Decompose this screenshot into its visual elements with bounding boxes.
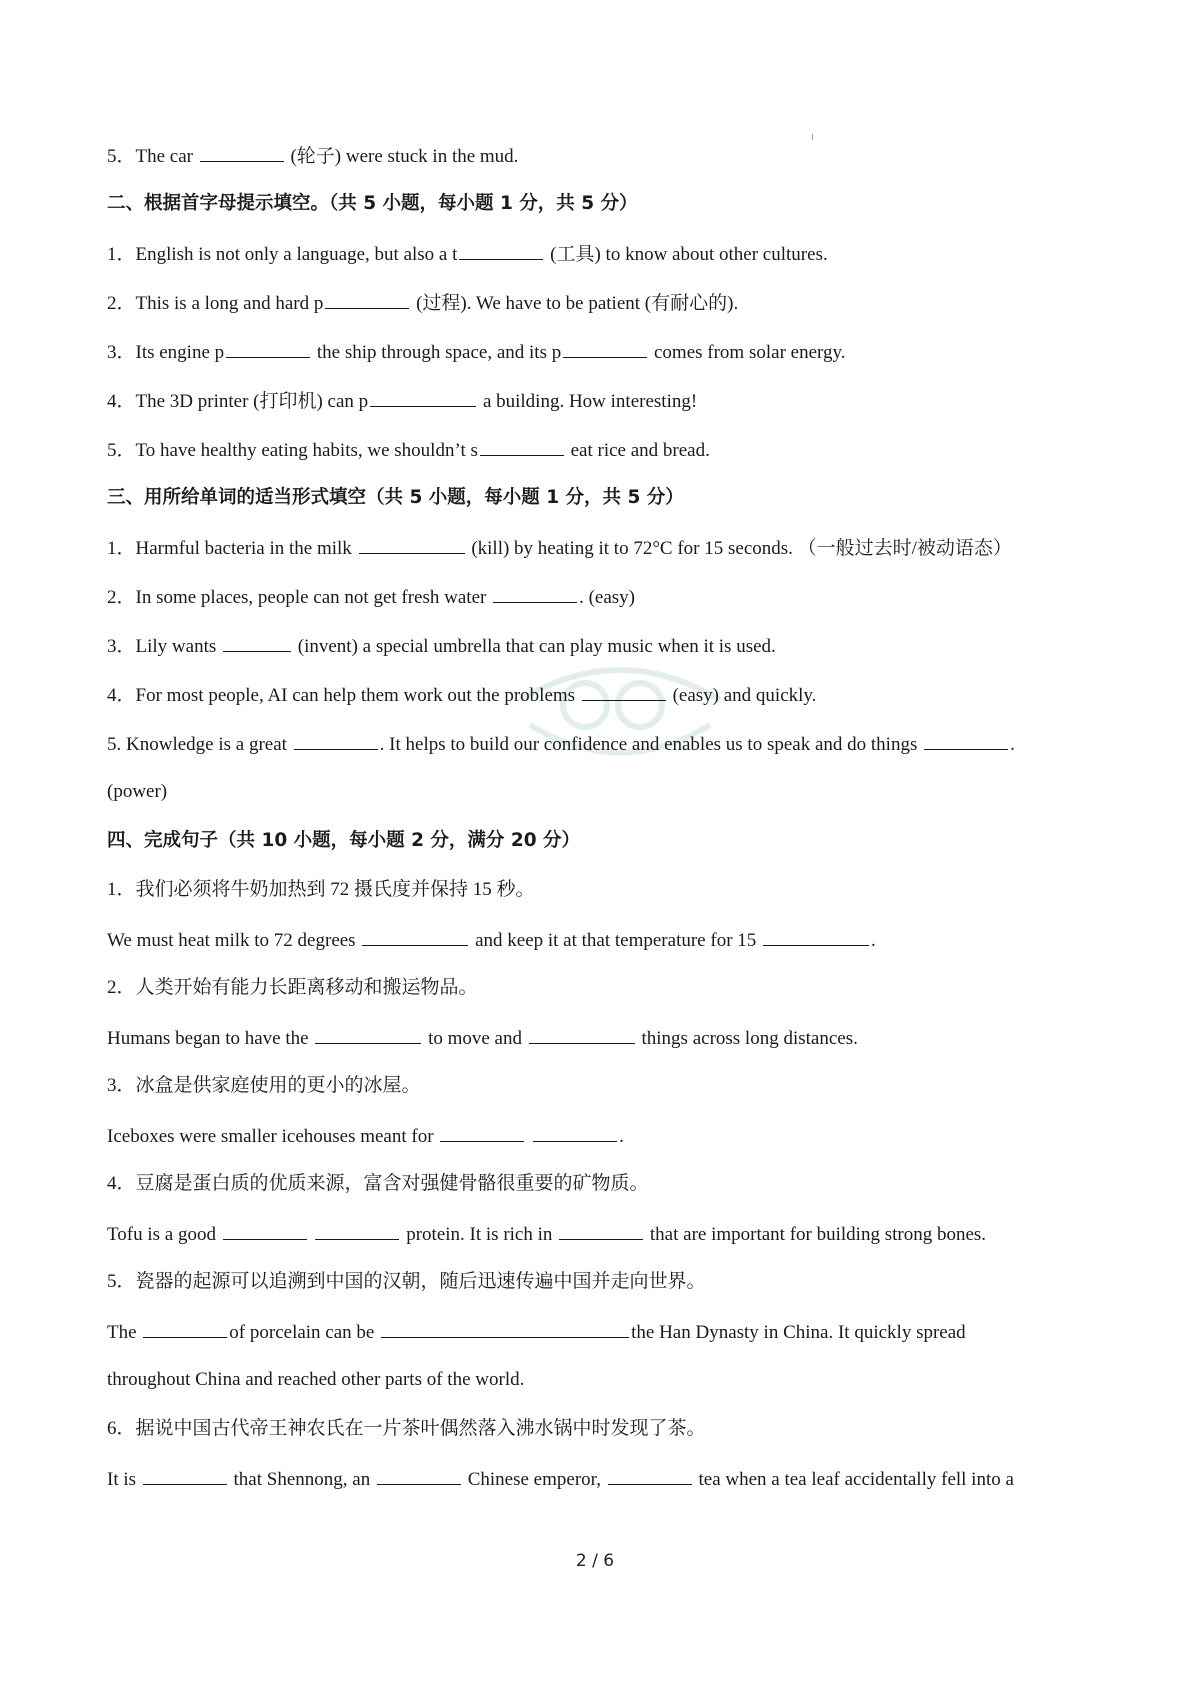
question-line [107,1270,706,1294]
line-text: . (easy) [579,587,636,608]
question-line [107,633,776,659]
line-text: 4．The 3D printer (打印机) can p [107,391,369,412]
answer-blank[interactable] [924,731,1008,750]
question-line [107,780,167,804]
question-line [107,241,828,267]
line-text: (工具) to know about other cultures. [545,244,828,265]
answer-blank[interactable] [559,1221,643,1240]
line-text: 3．Its engine p [107,342,225,363]
line-text: comes from solar energy. [649,342,846,363]
line-text: eat rice and bread. [565,440,710,461]
line-text: the ship through space, and its p [312,342,562,363]
line-text: 6．据说中国古代帝王神农氏在一片茶叶偶然落入沸水锅中时发现了茶。 [107,1418,706,1439]
line-text: 5．瓷器的起源可以追溯到中国的汉朝，随后迅速传遍中国并走向世界。 [107,1271,706,1292]
line-text: (invent) a special umbrella that can play music when it is used. [293,636,776,657]
answer-blank[interactable] [493,584,577,603]
page-number: 2 / 6 [575,1551,615,1571]
answer-blank[interactable] [529,1025,635,1044]
line-text: 四、完成句子（共 10 小题，每小题 2 分，满分 20 分） [107,830,581,851]
answer-blank[interactable] [608,1466,692,1485]
line-text: 2．In some places, people can not get fresh water [107,587,492,608]
answer-blank[interactable] [480,437,564,456]
line-text: 1．English is not only a language, but also a t [107,244,458,265]
answer-blank[interactable] [377,1466,461,1485]
answer-blank[interactable] [143,1466,227,1485]
line-text: 二、根据首字母提示填空。（共 5 小题，每小题 1 分，共 5 分） [107,193,638,214]
answer-blank[interactable] [459,241,543,260]
question-line [107,1074,421,1098]
answer-blank[interactable] [763,927,869,946]
question-line [107,1466,1014,1492]
answer-blank[interactable] [223,633,291,652]
line-text: that Shennong, an [228,1469,375,1490]
line-text: 4．For most people, AI can help them work out the problems [107,685,580,706]
question-line [107,927,876,953]
line-text: 3．Lily wants [107,636,221,657]
question-line [107,1319,966,1345]
line-text: It is [107,1469,141,1490]
line-text: The [107,1322,142,1343]
question-line [107,388,697,414]
answer-blank[interactable] [143,1319,227,1338]
answer-blank[interactable] [362,927,468,946]
line-text: We must heat milk to 72 degrees [107,930,361,951]
answer-blank[interactable] [359,535,465,554]
question-line [107,682,816,708]
line-text: tea when a tea leaf accidentally fell into a [693,1469,1014,1490]
line-text: 2．This is a long and hard p [107,293,324,314]
line-text: Tofu is a good [107,1224,221,1245]
question-line [107,584,635,610]
line-text: . It helps to build our confidence and enables us to speak and do things [379,734,923,755]
answer-blank[interactable] [533,1123,617,1142]
question-line [107,1368,524,1392]
question-line [107,731,1015,757]
line-text: 三、用所给单词的适当形式填空（共 5 小题，每小题 1 分，共 5 分） [107,487,684,508]
line-text: things across long distances. [636,1028,858,1049]
answer-blank[interactable] [325,290,409,309]
line-text: protein. It is rich in [401,1224,558,1245]
section-heading [107,829,580,853]
line-text: 5．To have healthy eating habits, we shouldn’t s [107,440,478,461]
line-text: 3．冰盒是供家庭使用的更小的冰屋。 [107,1075,421,1096]
line-text: Iceboxes were smaller icehouses meant for [107,1126,439,1147]
margin-mark [812,134,813,140]
answer-blank[interactable] [582,682,666,701]
line-text: . [1010,734,1015,755]
question-line [107,535,1012,561]
answer-blank[interactable] [294,731,378,750]
answer-blank[interactable] [200,143,284,162]
line-text: 5. Knowledge is a great [107,734,292,755]
line-text: that are important for building strong bones. [645,1224,987,1245]
line-text: 1．Harmful bacteria in the milk [107,538,357,559]
question-line [107,1123,624,1149]
question-line [107,437,710,463]
line-text: throughout China and reached other parts of the world. [107,1369,525,1390]
question-line [107,290,738,316]
line-text: . [619,1126,624,1147]
line-text: Humans began to have the [107,1028,314,1049]
line-text: Chinese emperor, [462,1469,606,1490]
question-line [107,976,478,1000]
line-text: 4．豆腐是蛋白质的优质来源，富含对强健骨骼很重要的矿物质。 [107,1173,649,1194]
line-text: 1．我们必须将牛奶加热到 72 摄氏度并保持 15 秒。 [107,879,535,900]
question-line [107,878,535,902]
line-text [309,1224,314,1245]
answer-blank[interactable] [563,339,647,358]
answer-blank[interactable] [370,388,476,407]
line-text: 2．人类开始有能力长距离移动和搬运物品。 [107,977,478,998]
question-line [107,1221,986,1247]
question-line [107,1417,706,1441]
line-text: to move and [423,1028,527,1049]
answer-blank[interactable] [440,1123,524,1142]
line-text: of porcelain can be [229,1322,380,1343]
answer-blank[interactable] [223,1221,307,1240]
section-heading [107,192,638,216]
section-heading [107,486,684,510]
line-text: . [871,930,876,951]
line-text: (过程). We have to be patient (有耐心的). [411,293,739,314]
line-text: (轮子) were stuck in the mud. [285,146,519,167]
line-text: (kill) by heating it to 72°C for 15 seconds. （一般过去时/被动语态） [466,538,1012,559]
answer-blank[interactable] [315,1025,421,1044]
answer-blank[interactable] [315,1221,399,1240]
question-line [107,143,518,169]
line-text [526,1126,531,1147]
line-text: (easy) and quickly. [667,685,817,706]
line-text: (power) [107,781,168,802]
line-text: 5．The car [107,146,198,167]
answer-blank[interactable] [381,1319,629,1338]
answer-blank[interactable] [226,339,310,358]
question-line [107,339,846,365]
line-text: the Han Dynasty in China. It quickly spread [631,1322,966,1343]
line-text: and keep it at that temperature for 15 [470,930,762,951]
question-line [107,1025,858,1051]
line-text: a building. How interesting! [478,391,698,412]
question-line [107,1172,649,1196]
